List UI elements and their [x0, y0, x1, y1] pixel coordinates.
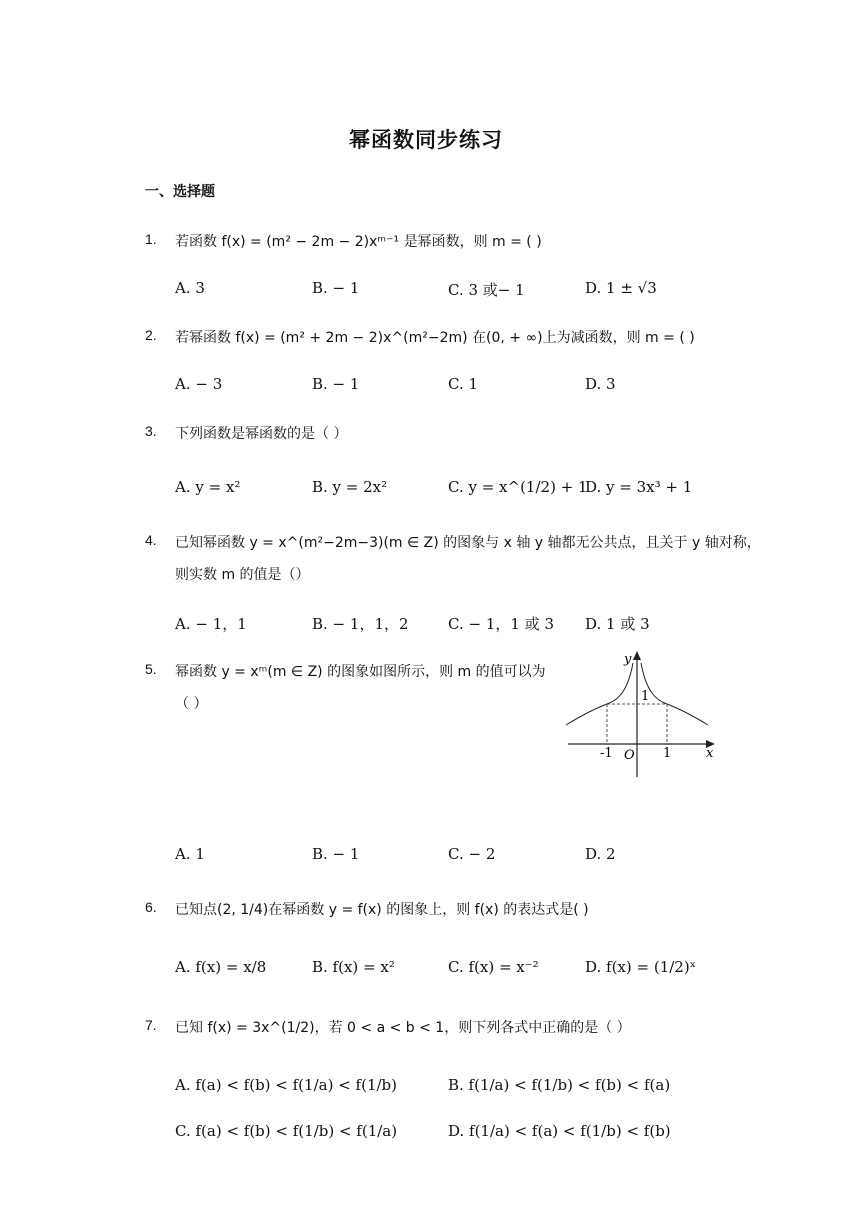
option-d[interactable]: D. 2	[585, 845, 616, 863]
question-stem-line2: （ ）	[175, 696, 208, 712]
power-function-graph	[560, 645, 725, 785]
option-c[interactable]: C. y = x^(1/2) + 1	[448, 478, 588, 496]
option-b[interactable]: B. f(x) = x²	[312, 958, 395, 976]
option-a[interactable]: A. y = x²	[175, 478, 241, 496]
y-axis-label: y	[624, 652, 632, 667]
option-b[interactable]: B. − 1	[312, 279, 360, 297]
option-d[interactable]: D. f(x) = (1/2)ˣ	[585, 958, 697, 976]
question-number: 6.	[145, 899, 157, 915]
right-branch-curve	[641, 663, 708, 725]
page-title: 幂函数同步练习	[349, 128, 503, 152]
question-number: 3.	[145, 423, 157, 439]
origin-label: O	[624, 748, 635, 763]
question-stem: 已知幂函数 y = x^(m²−2m−3)(m ∈ Z) 的图象与 x 轴 y 轴都无公共点，且关于 y 轴对称，	[175, 535, 761, 551]
question-stem: 已知 f(x) = 3x^(1/2)，若 0 < a < b < 1，则下列各式中正确的是（ ）	[175, 1020, 631, 1036]
option-c[interactable]: C. 3 或− 1	[448, 281, 525, 299]
option-c[interactable]: C. 1	[448, 375, 479, 393]
x-axis-label: x	[706, 746, 714, 761]
option-a[interactable]: A. 1	[175, 845, 205, 863]
option-d[interactable]: D. 1 ± √3	[585, 279, 657, 297]
question-stem: 若幂函数 f(x) = (m² + 2m − 2)x^(m²−2m) 在(0, + ∞)上为减函数，则 m = ( )	[175, 330, 695, 346]
option-c[interactable]: C. − 2	[448, 845, 496, 863]
option-a[interactable]: A. − 1，1	[175, 615, 247, 633]
y-tick-label: 1	[641, 689, 650, 704]
question-number: 1.	[145, 231, 157, 247]
left-branch-curve	[566, 663, 633, 725]
question-stem-line2: 则实数 m 的值是（）	[175, 567, 310, 583]
option-a[interactable]: A. 3	[175, 279, 205, 297]
question-number: 5.	[145, 661, 157, 677]
question-stem: 已知点(2, 1/4)在幂函数 y = f(x) 的图象上，则 f(x) 的表达式是( )	[175, 902, 589, 918]
option-b[interactable]: B. − 1	[312, 845, 360, 863]
question-number: 7.	[145, 1017, 157, 1033]
question-number: 2.	[145, 327, 157, 343]
question-stem: 下列函数是幂函数的是（ ）	[175, 426, 348, 442]
x-tick-pos-label: 1	[663, 746, 672, 761]
option-b[interactable]: B. y = 2x²	[312, 478, 388, 496]
option-c[interactable]: C. f(x) = x⁻²	[448, 958, 539, 976]
option-b[interactable]: B. f(1/a) < f(1/b) < f(b) < f(a)	[448, 1076, 671, 1094]
section-heading: 一、选择题	[145, 184, 215, 200]
option-a[interactable]: A. f(a) < f(b) < f(1/a) < f(1/b)	[175, 1076, 397, 1094]
option-d[interactable]: D. 1 或 3	[585, 615, 650, 633]
question-stem: 若函数 f(x) = (m² − 2m − 2)xᵐ⁻¹ 是幂函数，则 m = ( )	[175, 234, 542, 250]
question-number: 4.	[145, 532, 157, 548]
y-axis-arrow	[633, 651, 641, 660]
option-b[interactable]: B. − 1，1，2	[312, 615, 409, 633]
option-c[interactable]: C. f(a) < f(b) < f(1/b) < f(1/a)	[175, 1122, 398, 1140]
option-b[interactable]: B. − 1	[312, 375, 360, 393]
option-d[interactable]: D. 3	[585, 375, 616, 393]
question-stem: 幂函数 y = xᵐ(m ∈ Z) 的图象如图所示，则 m 的值可以为	[175, 664, 546, 680]
option-a[interactable]: A. f(x) = x/8	[175, 958, 267, 976]
option-d[interactable]: D. f(1/a) < f(a) < f(1/b) < f(b)	[448, 1122, 671, 1140]
option-a[interactable]: A. − 3	[175, 375, 223, 393]
x-tick-neg-label: -1	[600, 746, 613, 761]
option-d[interactable]: D. y = 3x³ + 1	[585, 478, 693, 496]
option-c[interactable]: C. − 1，1 或 3	[448, 615, 554, 633]
